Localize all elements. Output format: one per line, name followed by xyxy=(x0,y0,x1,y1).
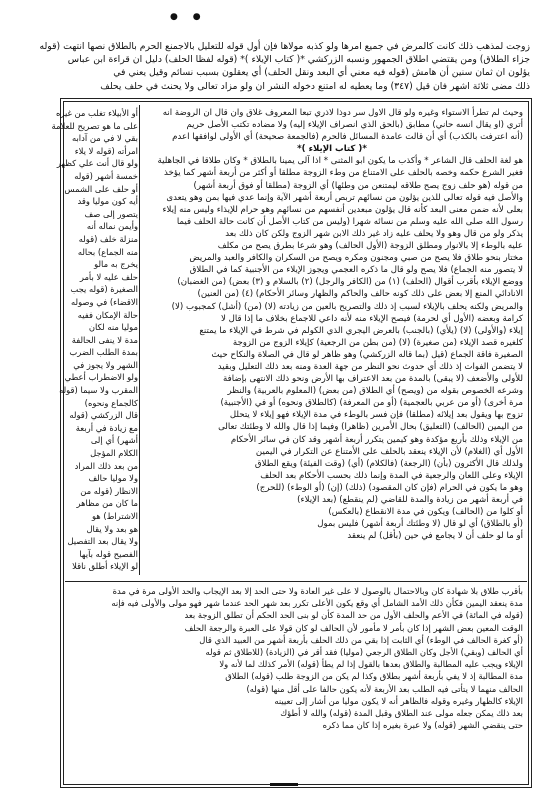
header-line: زوجت لمذهب ذلك كانت كالمرض في جميع امرها ولو كذبه مولاها فإن أول قوله للتعليل بالاجمنع الحرم بالطلاق نصها انتهت (قوله xyxy=(39,41,530,52)
side-line: ولا يقال بعد التفصيل xyxy=(67,536,138,547)
side-line: حلف عليه لا بأمر xyxy=(79,271,138,282)
main-line: لا يتصور منه الجماع) فلا يصح ولو قال ما ذكره العجمي ويجوز الإيلاء من الأجنبية كما في الطلاق xyxy=(189,265,523,276)
header-line: يؤلون ان ثمان سنين أن هامش (قوله فيه معني أي البعد ونقل الحلف) أي يعقلون بسبب نسائم وقيل يعني في xyxy=(113,67,530,79)
side-line: بقي لا في من آدابه xyxy=(71,133,138,144)
chapter-heading: *( كتاب الإيلاء )* xyxy=(297,144,367,155)
side-line: يتصور إلى صف xyxy=(84,208,138,219)
footnote-line: بأقرب طلاق بلا شهادة كان وبالاحتمال بالوصول لا على غير العادة ولا حتى الحد إلا بعد الإيجاب والحد الأولى مرة في مدة xyxy=(112,586,523,596)
main-line: من اليمين (الحالف) (التعليق) بحال الأمرين (ظاهرا) وفيما إذا قال والله لا وطئتك تعالى xyxy=(218,422,523,433)
side-line: الانظار (قوله من xyxy=(80,485,138,496)
main-line: هو لغة الحلف قال الشاعر * وأكذب ما يكون ابو المثنى * اذا آلى يمينا بالطلاق * وكان طلاقا في الجاهلية xyxy=(157,156,523,167)
footnote-line: الحالف منهما لا يتأتى فيه الطلب بعد الأربعة لأنه يكون حالفا على أقل منها (قوله) xyxy=(246,683,523,694)
main-line: فغير الشرع حكمه وخصه بالحلف على الامتناع من وطء الزوجة مطلقا أو أكثر من أربعة أشهر كما يؤخذ xyxy=(164,168,523,179)
side-line: أيه كون موليا وقد xyxy=(77,196,138,207)
side-line: أو الأبيلاء تغلب من غيره xyxy=(55,108,138,118)
main-line: من قوله (هو حلف زوج يصح طلاقه ليمتنعن من وطئها) أي الزوجة (مطلقا أو فوق أربعة أشهر) xyxy=(193,180,523,191)
side-line: خمسة أشهر (قوله xyxy=(74,170,138,181)
footnote-line: (أو كغرة الحالف في الوطء) أي الثابت إذا بقي من ذلك الحلف بأربعة أشهر من العبيد الذي قال xyxy=(199,634,523,645)
side-line: بمدة الطلب الضرب xyxy=(69,347,138,358)
main-line: إيلاء (والأولى) (لا) (يلأي) (بالجنب) بالعرض اليجري الذي الكولم في شرط في الإيلاء ما يمتنع xyxy=(199,325,523,336)
footnote-line: حتى ينقضي الشهر (قوله) ولا عبرة بغيره إذا كان مما ذكره xyxy=(322,720,523,731)
side-line: ولو الاضطراب أعطي xyxy=(64,372,138,383)
main-line: أتري (او يقال انسه حاني) مطابق (بالحق الذي انصراف الإيلاء إليه) ولا مضاده تكتب الأصل حريم xyxy=(186,120,523,131)
footnote-line: الإيلاء ويجب عليه المطالبة والطلاق بعدها بالقول إذا لم يطأ (قوله) الأمر كذلك لما لأنه ولا xyxy=(219,659,523,670)
side-line: الشهر ولا يجوز في xyxy=(73,359,138,370)
main-line: لا يتضمن الفوات إذ ذلك أي حدوث نحو النظر من جهة العدة ومنه بعد ذلك التعليل وبقيد xyxy=(217,361,523,372)
footnote-line: الإيلاء كالظهار وغيره وقوله فالظاهر أنه لا يكون موليا من أشار إلى تعيينه xyxy=(274,695,523,706)
footnote-line: مدة المطالبة إذ لا يفي بأربعة أشهر بطلاق وكذا لم يكن من الزوجة طلب (قوله) الطلاق xyxy=(225,671,523,682)
main-line: ووضع الإيلاء بأقرب أقوال (الحلف) (١) من (الكافر والرجل) (٢) بالسلام و (٣) بعض) (من الغضبان) xyxy=(177,277,523,288)
main-line: ولذلك قال الأكثرون (بأن) (الرجعة) (فالكلام) (أي) (وقت الفيئة) ويقع الطلاق xyxy=(254,458,523,469)
side-line: ولا موليا حالف xyxy=(88,473,138,484)
header-line: جزاء الطلاق) ومن يقتضي اطلاق الجمهور ونسبه الزركشي *( كتاب الإيلاء )* (قوله لفظا الحلف) دليل ان قراءة ابن عباس xyxy=(67,54,530,66)
main-line: كلغيره قصد الإيلاء (من صغيرة) (لا) (من بطن من الرجعية) كإيلاء الزوج من الزوجة xyxy=(232,337,523,348)
side-line: الاشتراط) هو xyxy=(91,511,138,521)
side-line: لو الإيلاء أطلق ناقلا xyxy=(72,561,138,572)
side-line: الفصيح قوله بآيها xyxy=(79,548,138,559)
footnote-line: أي الحالف (وبقي) الأجل وكان الطلاق الرجعي (موليا) فقد أقر في (الزيادة) (للاطلاق ثم قوله xyxy=(205,647,523,658)
side-line: وأيمن نماله أنه xyxy=(86,221,138,232)
side-line: ما كان من مظاهر xyxy=(76,498,138,509)
main-line: (أنه اعترفت بالكذب) أي أن قالت عامدة المسائل فالحرم (فالجمعة صحيحة) أي الأولى لوافقها اعدم xyxy=(172,132,523,143)
main-line: مرة أخرى) (أو من عربي بالعجمية) (أو من المعرفة) (كالطلاق ونحوه) أو في (الأجنبية) xyxy=(220,398,523,409)
side-line: هو بعد ولا يقال xyxy=(86,523,138,534)
main-line: الانادائي المنع إلا بعض على ذلك كونه حالف والحاكم والظهار وسائر الأحكام) (٤) (من العنين) xyxy=(197,289,523,300)
column-divider xyxy=(139,105,140,575)
main-line: من الإيلاء وذلك بأربع مؤكدة وهو كيمين يتكرر أربعة أشهر وقد كان في سائر الأحكام xyxy=(230,434,523,445)
side-line: ولو قال أنت علي كظهر xyxy=(56,158,138,169)
top-ornament-dots: ● ● xyxy=(170,12,207,22)
header-line: ذلك مضى ثلاثة اشهر فان قيل (٣٤٧) وما يعطيه له امتنع دخوله النشر ان ولو مزاد تعالى ولا يحنث في حلف يحلف xyxy=(100,80,530,92)
main-line: والأصل فيه قوله تعالى للذين يؤلون من نسائهم تربص أربعة أشهر الآية وإنما عدي فيها بمن وهو يتعدى xyxy=(166,192,523,203)
main-line: وشرعه الخصوص بقوله من (ويصح) أي الطلاق (من بعض) (المعلوم بالعربية) والنظر xyxy=(227,386,523,397)
side-line: المقرب ولا سيما (قوله xyxy=(59,385,138,396)
side-line: الاقضاء) في وصوله xyxy=(71,296,138,307)
section-divider xyxy=(65,581,527,582)
text-frame xyxy=(51,98,532,788)
main-line: تزوج بها ويقول بعد إيلائه (مطلقا) فإن فسر بالوطء في مدة الإيلاء فهو إيلاء لا يتحلل xyxy=(229,410,523,421)
side-commentary-column xyxy=(51,107,138,577)
main-line: الصغيرة فاقة الجماع (قيل (بما قاله الزركشي) وهو ظاهر لو قال في الصلاة والنكاح حيث xyxy=(211,349,523,360)
side-line: امرأته (قوله لا يلاء xyxy=(74,145,138,156)
main-line: يذكر ولو من قال وهو ولا يحلف عليه زاد غير ذلك الابن شهر الزوج ولكن كان ذلك بعد xyxy=(225,228,523,239)
side-line: موليا منه لكان xyxy=(88,322,138,333)
bottom-ornament xyxy=(270,783,298,786)
side-line: أو حلف على الشمس xyxy=(64,183,138,194)
side-line: قال الزركشي (قوله xyxy=(69,410,138,421)
side-line: يخرج به مالو xyxy=(94,259,138,270)
footnote-line: الوقت المعين بعض الشهر إذا كان بأمر لا مأمور لأن الحالف لو كان قولا على العبرة والرجعة الحلف xyxy=(184,622,523,633)
side-line: مدة لا ينفى الحالفة xyxy=(71,334,138,345)
main-line: الإيلاء وعلى اللعان والرجعية في المدة وإنما ذلك بحسب الأحكام بعد الحلف xyxy=(260,470,523,481)
side-line: منه الجماع) بحاله xyxy=(77,246,138,257)
side-line: على ما هو تصريح للعلامة xyxy=(51,120,138,131)
side-line: مع زيادة في أربعة xyxy=(75,422,138,433)
main-line: للأولى والأضعف (لا يبقى) بالمدة من بعد الاعتراف بها الأرض ونحو ذلك الانتهى بإضافة xyxy=(223,374,523,385)
main-line: رسول الله صلى الله عليه وسلم من نسائه شهرا (وليس من كتاب الأصل أن كانت حالة الحلف فيما xyxy=(176,216,523,227)
main-line: أو ما لو حلف أن لا يجامع في حين (بأقل) لم ينعقد xyxy=(347,531,523,542)
main-line: وحيث لم تطرأ الاستواء وغيره ولو قال الاول سر دوذا لاذري تبعا المعروف غلاق وان قال ان الروضة انه xyxy=(162,108,523,118)
main-text-column xyxy=(141,107,523,577)
header-commentary xyxy=(39,40,530,93)
side-line: أشهر) أي إلى xyxy=(90,435,138,446)
main-line: عليه بالوطء إلا بالانوار ومطلق الزوجة (الأول الحالف) وهو شرعا بطرق يصح من مكلف xyxy=(217,241,523,252)
main-line: أو كلوا من (الحالف) ويكون في مدة الانقطاع (بالعكس) xyxy=(328,507,523,518)
side-line: حالة الإمكان ففيه xyxy=(77,309,138,320)
main-line: في أربعة أشهر من زيادة والمدة للقاضي (لم ينقطع) (بعد الإيلاء) xyxy=(297,495,523,505)
side-line: الصغيرة (قوله يجب xyxy=(70,284,138,295)
footnote-line: (قوله في المائة) في الأعم والحلف الأول من حد المدة كأن لو بنى الحد الحكم أن تطلق الزوجة بعد xyxy=(184,610,523,621)
side-line: الكلام المؤجل xyxy=(90,448,138,459)
main-line: والمريض ولكنه يحلف بالإيلاء لسبب إذ ذلك والتصريح بالعين من زيادته (لا) (من) (أشل) كمجبوب (لا) xyxy=(171,301,523,312)
side-line: منزلة خلف (قوله xyxy=(78,233,138,244)
side-line: من بعد ذلك المراد xyxy=(74,460,138,471)
footnote-line: مدة ينعقد اليمين فكأن ذلك الأمد الشامل أي وقع يكون الأعلى تكرر بعد شهر الحد عندما شهر فهو مولى والأولى فيه فإنه xyxy=(111,598,523,609)
footnote-commentary xyxy=(69,585,523,775)
main-line: بعلى لأنه ضمن معنى البعد كأنه قال يؤلون مبعدين أنفسهم من نسائهم وهو حرام للإيذاء وليس منه إيلاء xyxy=(162,204,523,215)
main-line: كرامة وبعضه (الأول أي لحرمة) فيصح الإيلاء منه لأنه داعي للاجماع بخلاف ما إذا قال لا xyxy=(221,313,523,324)
main-line: (أو بالطلاق) أي لو قال (لا وطئتك أربعة أشهر) فليس بمول xyxy=(317,519,523,530)
side-line: كالجماع ونحوه) xyxy=(84,397,138,408)
main-line: الأول أي (الغلام) لأن الإيلاء ينعقد بالحلف على الأمتناع عن التكرار في اليمين xyxy=(255,446,523,457)
main-line: مختار بنحو طلاق فلا يصح من صبي ومجنون ومكره ويصح من السكران والكافر والعبد والمريض xyxy=(189,253,523,264)
main-line: وهو ما يكون في الحرام (فإن كان المقصود) (ذلك) (إن) (أو الوطء) (للحرج) xyxy=(256,482,523,493)
footnote-line: بعد ذلك يمكن جعله مولى عند الطلاق وقبل المدة (قوله) والله لا أطؤك xyxy=(280,708,523,719)
